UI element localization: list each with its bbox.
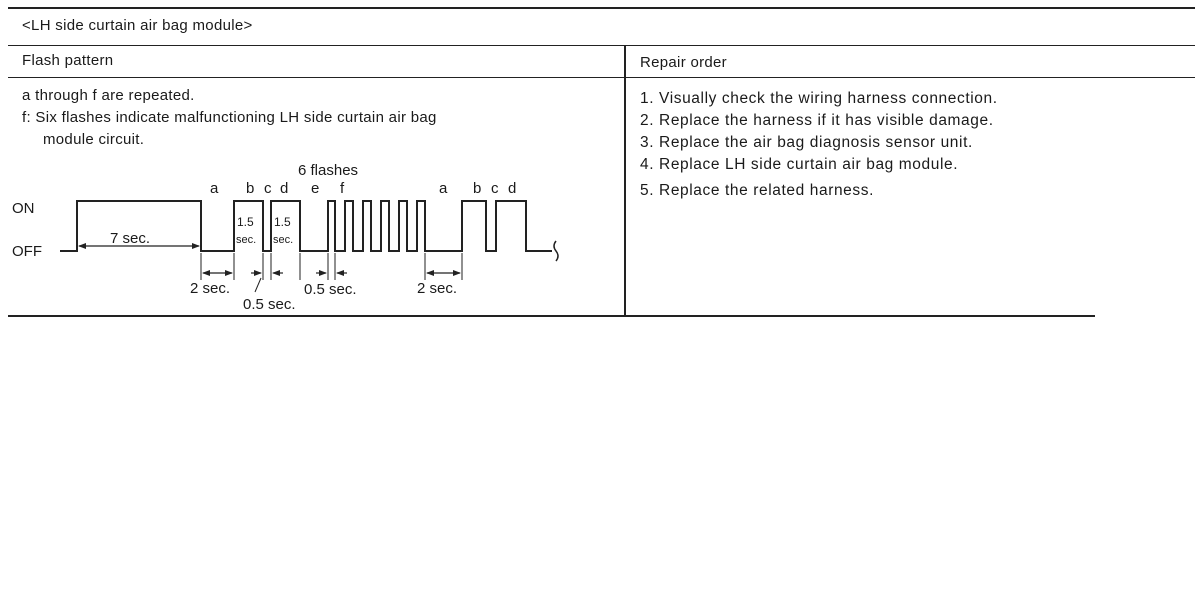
box-value-label: 1.5 — [274, 215, 291, 229]
pattern-letter: a — [439, 180, 448, 197]
continuation-break — [554, 241, 558, 261]
repair-step: 2. Replace the harness if it has visible damage. — [640, 112, 994, 129]
repair-step: 1. Visually check the wiring harness connection. — [640, 90, 998, 107]
pattern-letter: d — [508, 180, 517, 197]
box-value-label: 1.5 — [237, 215, 254, 229]
two-sec-label: 2 sec. — [190, 280, 231, 297]
seven-sec-label: 7 sec. — [110, 230, 151, 247]
flashes-label: 6 flashes — [298, 162, 359, 179]
on-label: ON — [12, 200, 35, 217]
pattern-letter: b — [473, 180, 482, 197]
pattern-letter: b — [246, 180, 255, 197]
repair-step: 4. Replace LH side curtain air bag module. — [640, 156, 959, 173]
note-module-circuit: module circuit. — [43, 131, 145, 148]
note-six-flashes: f: Six flashes indicate malfunctioning LH side curtain air bag — [22, 109, 437, 126]
pattern-letter: c — [491, 180, 499, 197]
box-unit-label: sec. — [236, 234, 257, 246]
repair-order-header: Repair order — [640, 54, 727, 71]
pattern-letter: a — [210, 180, 219, 197]
pattern-letter: c — [264, 180, 272, 197]
two-sec-label: 2 sec. — [417, 280, 458, 297]
flash-pattern-header: Flash pattern — [22, 52, 114, 69]
half-sec-label: 0.5 sec. — [243, 296, 296, 313]
pattern-letter: f — [340, 180, 345, 197]
pattern-letter: d — [280, 180, 289, 197]
pattern-letter: e — [311, 180, 320, 197]
box-unit-label: sec. — [273, 234, 294, 246]
repair-step: 5. Replace the related harness. — [640, 182, 875, 199]
note-repeat: a through f are repeated. — [22, 87, 195, 104]
section-title: <LH side curtain air bag module> — [22, 17, 253, 34]
half-sec-label: 0.5 sec. — [304, 281, 357, 298]
off-label: OFF — [12, 243, 42, 260]
repair-step: 3. Replace the air bag diagnosis sensor unit. — [640, 134, 973, 151]
